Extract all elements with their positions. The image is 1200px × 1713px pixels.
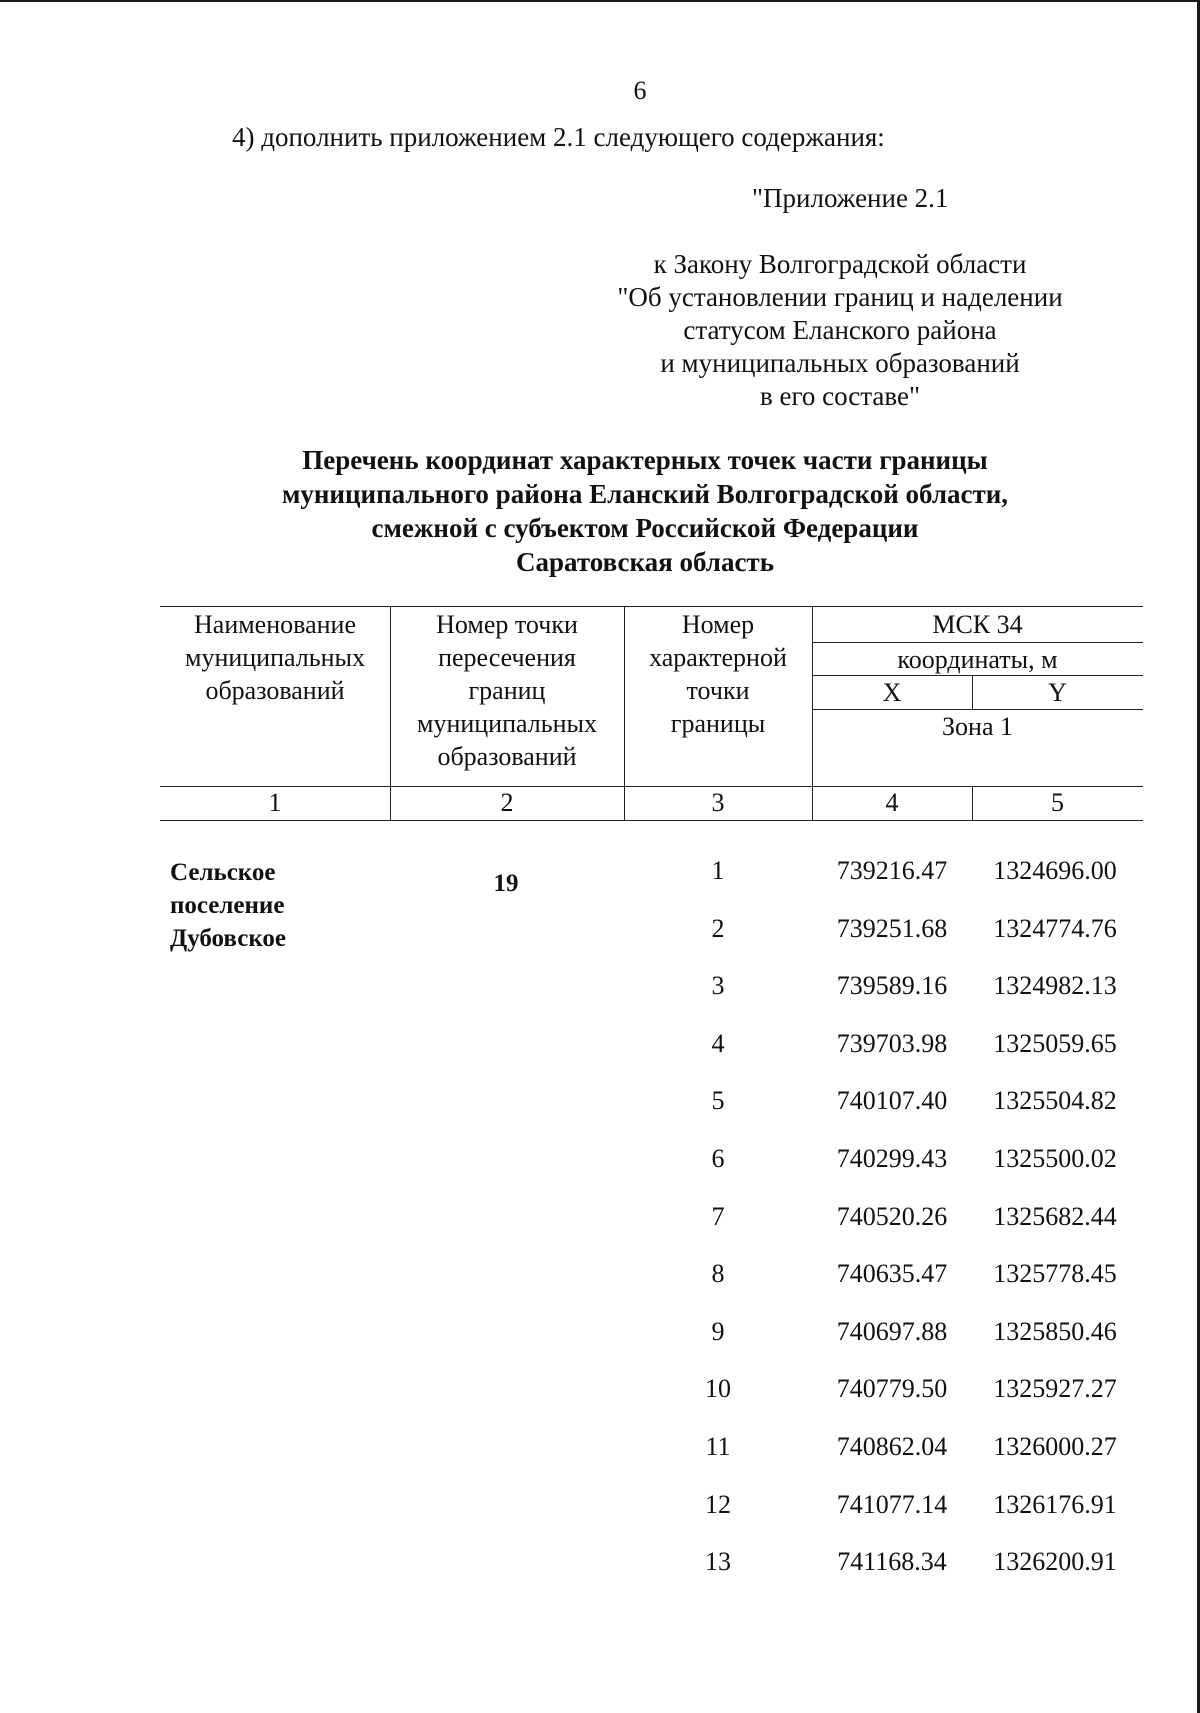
point-number-cell: 12 bbox=[705, 1489, 731, 1519]
header-x: X bbox=[882, 678, 902, 707]
header-line: точки bbox=[686, 676, 750, 705]
heading-line: Перечень координат характерных точек части границы bbox=[302, 445, 988, 475]
y-coordinate-cell: 1325682.44 bbox=[993, 1201, 1117, 1231]
column-number: 1 bbox=[268, 788, 282, 817]
table-row bbox=[0, 1490, 1200, 1522]
y-coordinate-cell: 1325504.82 bbox=[993, 1086, 1117, 1116]
x-coordinate-cell: 741077.14 bbox=[836, 1489, 948, 1519]
law-reference bbox=[590, 248, 1090, 413]
header-intersection-point bbox=[390, 608, 624, 773]
point-number-cell: 4 bbox=[711, 1028, 725, 1058]
header-line: Наименование bbox=[194, 610, 356, 639]
point-number-cell: 11 bbox=[705, 1432, 731, 1461]
header-line: Номер точки bbox=[436, 610, 578, 639]
point-number-cell: 1 bbox=[711, 856, 725, 885]
table-row bbox=[0, 1086, 1200, 1118]
intersection-point-number: 19 bbox=[493, 870, 519, 897]
y-coordinate-cell: 1325927.27 bbox=[993, 1374, 1117, 1404]
heading-line: смежной с субъектом Российской Федерации bbox=[371, 513, 919, 543]
point-number-cell: 10 bbox=[705, 1374, 731, 1404]
municipality-line: поселение bbox=[170, 892, 285, 919]
header-line: образований bbox=[437, 742, 577, 771]
x-coordinate-cell: 740697.88 bbox=[836, 1316, 948, 1346]
x-coordinate-cell: 739589.16 bbox=[836, 971, 948, 1001]
table-row bbox=[0, 856, 1200, 888]
y-coordinate-cell: 1325500.02 bbox=[993, 1144, 1117, 1173]
header-line: муниципальных bbox=[416, 709, 597, 738]
point-number-cell: 5 bbox=[711, 1086, 725, 1116]
header-coordinates: координаты, м bbox=[897, 645, 1058, 674]
table-row bbox=[0, 1029, 1200, 1061]
header-zone: Зона 1 bbox=[942, 712, 1013, 741]
appendix-title: "Приложение 2.1 bbox=[752, 183, 949, 213]
header-boundary-point bbox=[624, 608, 812, 740]
column-number: 4 bbox=[885, 788, 899, 817]
y-coordinate-cell: 1324696.00 bbox=[993, 856, 1117, 885]
amendment-text: 4) дополнить приложением 2.1 следующего содержания: bbox=[232, 122, 885, 152]
x-coordinate-cell: 740635.47 bbox=[836, 1259, 948, 1289]
x-coordinate-cell: 740779.50 bbox=[836, 1374, 948, 1404]
y-coordinate-cell: 1326176.91 bbox=[993, 1489, 1117, 1519]
y-coordinate-cell: 1325059.65 bbox=[993, 1028, 1117, 1058]
point-number-cell: 8 bbox=[711, 1259, 725, 1289]
law-reference-line: статусом Еланского района bbox=[683, 315, 997, 345]
x-coordinate-cell: 740107.40 bbox=[836, 1086, 948, 1116]
table-top-rule bbox=[160, 606, 1143, 607]
scan-edge-top bbox=[0, 0, 1200, 2]
law-reference-line: "Об установлении границ и наделении bbox=[617, 282, 1063, 312]
column-number: 2 bbox=[500, 788, 514, 817]
table-rule bbox=[160, 820, 1143, 821]
table-rule bbox=[160, 786, 1143, 787]
header-line: образований bbox=[205, 676, 345, 705]
document-heading bbox=[150, 443, 1140, 579]
header-line: пересечения bbox=[438, 643, 576, 672]
point-number-cell: 2 bbox=[711, 913, 725, 943]
table-row bbox=[0, 971, 1200, 1003]
law-reference-line: и муниципальных образований bbox=[660, 348, 1020, 378]
table-row bbox=[0, 1144, 1200, 1176]
table-row bbox=[0, 914, 1200, 946]
point-number-cell: 3 bbox=[711, 971, 725, 1001]
table-row bbox=[0, 1317, 1200, 1349]
point-number-cell: 7 bbox=[711, 1201, 725, 1231]
x-coordinate-cell: 739216.47 bbox=[836, 856, 948, 885]
table-row bbox=[0, 1547, 1200, 1579]
heading-line: Саратовская область bbox=[516, 547, 774, 577]
law-reference-line: в его составе" bbox=[760, 381, 920, 411]
x-coordinate-cell: 740862.04 bbox=[836, 1432, 948, 1461]
heading-line: муниципального района Еланский Волгоградской области, bbox=[281, 479, 1009, 509]
header-msk: МСК 34 bbox=[932, 610, 1023, 639]
header-y: Y bbox=[1048, 678, 1067, 707]
x-coordinate-cell: 740520.26 bbox=[836, 1201, 948, 1231]
y-coordinate-cell: 1326200.91 bbox=[993, 1547, 1117, 1577]
column-number: 3 bbox=[711, 788, 725, 817]
x-coordinate-cell: 741168.34 bbox=[837, 1547, 947, 1577]
municipality-line: Дубовское bbox=[170, 925, 286, 952]
x-coordinate-cell: 739703.98 bbox=[836, 1028, 948, 1058]
point-number-cell: 6 bbox=[711, 1144, 725, 1173]
y-coordinate-cell: 1325850.46 bbox=[993, 1316, 1117, 1346]
point-number-cell: 9 bbox=[711, 1316, 725, 1346]
y-coordinate-cell: 1326000.27 bbox=[993, 1432, 1117, 1461]
header-municipalities bbox=[160, 608, 390, 707]
header-line: Номер bbox=[681, 610, 755, 639]
table-row bbox=[0, 1259, 1200, 1291]
y-coordinate-cell: 1324774.76 bbox=[993, 913, 1117, 943]
law-reference-line: к Закону Волгоградской области bbox=[653, 249, 1027, 279]
table-row bbox=[0, 1374, 1200, 1406]
header-line: границы bbox=[670, 709, 766, 738]
municipality-line: Сельское bbox=[170, 859, 276, 886]
page-number: 6 bbox=[633, 76, 647, 105]
table-row bbox=[0, 1432, 1200, 1464]
column-number: 5 bbox=[1051, 788, 1064, 817]
header-line: характерной bbox=[649, 643, 787, 672]
x-coordinate-cell: 739251.68 bbox=[836, 913, 948, 943]
x-coordinate-cell: 740299.43 bbox=[836, 1144, 948, 1173]
header-line: муниципальных bbox=[184, 643, 365, 672]
y-coordinate-cell: 1325778.45 bbox=[993, 1259, 1117, 1289]
y-coordinate-cell: 1324982.13 bbox=[993, 971, 1117, 1001]
table-row bbox=[0, 1202, 1200, 1234]
header-line: границ bbox=[468, 676, 546, 705]
point-number-cell: 13 bbox=[705, 1547, 731, 1577]
